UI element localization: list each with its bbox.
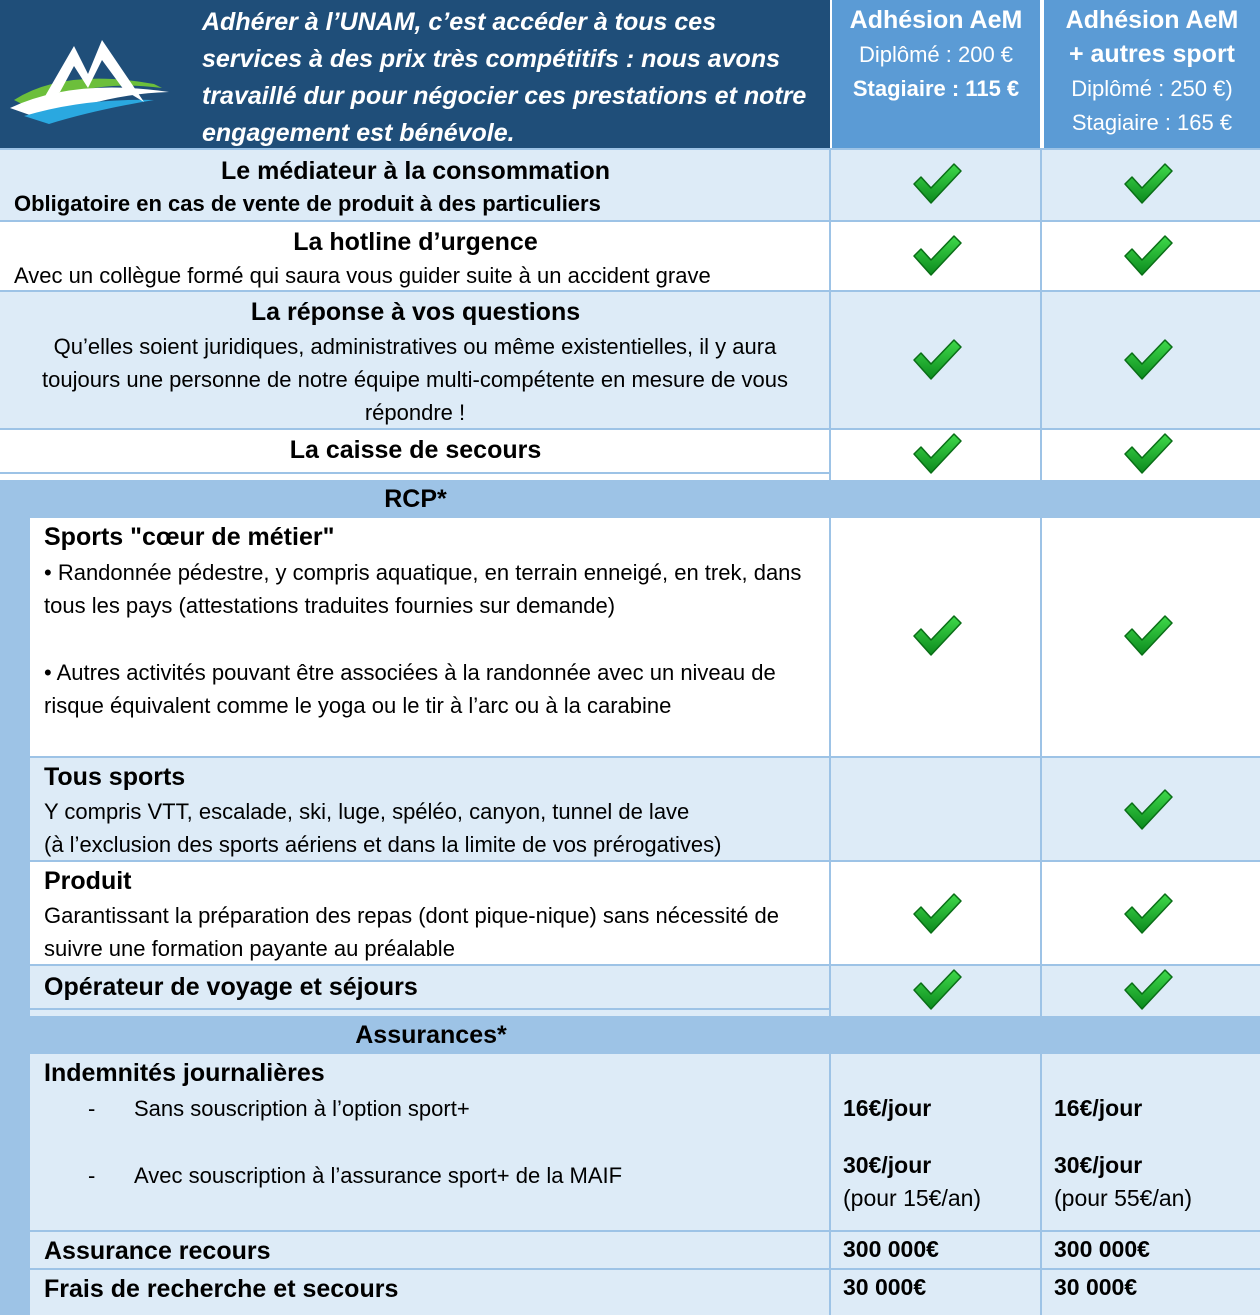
check-icon [1122, 968, 1174, 1014]
check-icon [1122, 234, 1174, 280]
recours-amount: 300 000€ [1054, 1236, 1150, 1262]
rcp-item-bullet-1: • Randonnée pédestre, y compris aquatique, en terrain enneigé, en trek, dans tous les pays (attestations traduites fournies sur demande) [44, 560, 802, 618]
check-icon [911, 234, 963, 280]
plan-sport-title: Adhésion AeM [1065, 6, 1239, 34]
rcp-heading-band [0, 480, 1260, 518]
sport-option-price: (pour 55€/an) [1054, 1185, 1193, 1211]
rcp-row-produit [30, 860, 1260, 964]
daily-rate-sport: 30€/jour [843, 1152, 932, 1178]
service-row-caisse [0, 428, 1260, 480]
frais-amount: 30 000€ [1054, 1274, 1138, 1300]
check-icon [1122, 162, 1174, 208]
service-row-hotline [0, 220, 1260, 290]
header-intro-text: Adhérer à l’UNAM, c’est accéder à tous ces services à des prix très compétitifs : nous avons travaillé dur pour négocier ces prestations et notre engagement est bénévole. [202, 8, 807, 147]
rcp-row-tous-sports [30, 756, 1260, 860]
header-intro-panel [0, 0, 830, 148]
option-with-sport: Avec souscription à l’assurance sport+ de la MAIF [134, 1163, 623, 1188]
assurance-row-frais [30, 1268, 1260, 1315]
check-icon [1122, 788, 1174, 834]
service-title: La hotline d’urgence [293, 228, 538, 256]
assurance-row-indemnites [30, 1054, 1260, 1230]
check-icon [911, 162, 963, 208]
option-without-sport: Sans souscription à l’option sport+ [134, 1096, 470, 1121]
check-icon [911, 614, 963, 660]
rcp-item-title: Sports "cœur de métier" [44, 523, 335, 551]
daily-rate-basic: 16€/jour [843, 1095, 932, 1121]
rcp-row-operateur [30, 964, 1260, 1016]
rcp-item-bullet-2: • Autres activités pouvant être associées à la randonnée avec un niveau de risque équivalent comme le yoga ou le tir à l’arc ou à la carabine [44, 660, 776, 718]
rcp-item-title: Produit [44, 867, 132, 895]
rcp-item-title: Opérateur de voyage et séjours [44, 973, 418, 1001]
rcp-item-desc: Garantissant la préparation des repas (dont pique-nique) sans nécessité de suivre une formation payante au préalable [44, 903, 780, 961]
daily-rate-basic: 16€/jour [1054, 1095, 1143, 1121]
plan-sport-title-2: + autres sport [1068, 40, 1236, 68]
service-row-mediateur [0, 148, 1260, 220]
service-desc: Avec un collègue formé qui saura vous guider suite à un accident grave [14, 263, 711, 288]
rcp-row-coeur-metier [30, 518, 1260, 756]
service-desc: Obligatoire en cas de vente de produit à des particuliers [14, 191, 601, 216]
check-icon [911, 892, 963, 938]
daily-rate-sport: 30€/jour [1054, 1152, 1143, 1178]
assurance-row-recours [30, 1230, 1260, 1268]
assurances-left-band [0, 1016, 30, 1315]
rcp-item-line-1: Y compris VTT, escalade, ski, luge, spéléo, canyon, tunnel de lave [44, 799, 690, 824]
assurance-item-title: Indemnités journalières [44, 1059, 325, 1087]
header-plan-aem-sport [1044, 0, 1260, 148]
service-title: Le médiateur à la consommation [221, 157, 610, 185]
unam-mountain-logo [4, 18, 172, 126]
service-title: La caisse de secours [289, 436, 542, 464]
assurances-heading: Assurances* [355, 1021, 507, 1049]
plan-sport-graduate-price: Diplômé : 250 €) [1071, 76, 1233, 101]
plan-aem-title: Adhésion AeM [849, 6, 1023, 34]
service-title: La réponse à vos questions [250, 298, 581, 326]
recours-amount: 300 000€ [843, 1236, 939, 1262]
rcp-item-title: Tous sports [44, 763, 186, 791]
assurances-heading-band [0, 1016, 1260, 1054]
plan-sport-trainee-price: Stagiaire : 165 € [1071, 110, 1233, 135]
option-dash: - [88, 1096, 96, 1121]
rcp-item-line-2: (à l’exclusion des sports aériens et dans la limite de vos prérogatives) [44, 832, 722, 857]
option-dash: - [88, 1163, 96, 1188]
header-plan-aem [832, 0, 1040, 148]
check-icon [911, 338, 963, 384]
plan-aem-graduate-price: Diplômé : 200 € [858, 42, 1014, 67]
rcp-heading: RCP* [384, 485, 447, 513]
assurance-item-title: Assurance recours [44, 1237, 271, 1265]
rcp-left-band [0, 480, 30, 1016]
frais-amount: 30 000€ [843, 1274, 927, 1300]
service-label-cell [0, 150, 831, 220]
check-icon [1122, 892, 1174, 938]
check-icon [911, 968, 963, 1014]
check-icon [1122, 614, 1174, 660]
service-row-questions [0, 290, 1260, 428]
assurance-item-title: Frais de recherche et secours [44, 1275, 399, 1303]
service-desc: Qu’elles soient juridiques, administratives ou même existentielles, il y aura toujours une personne de notre équipe multi-compétente en mesure de vous répondre ! [41, 334, 789, 425]
check-icon [1122, 432, 1174, 478]
sport-option-price: (pour 15€/an) [843, 1185, 982, 1211]
check-icon [911, 432, 963, 478]
check-icon [1122, 338, 1174, 384]
plan-aem-trainee-price: Stagiaire : 115 € [852, 76, 1020, 101]
